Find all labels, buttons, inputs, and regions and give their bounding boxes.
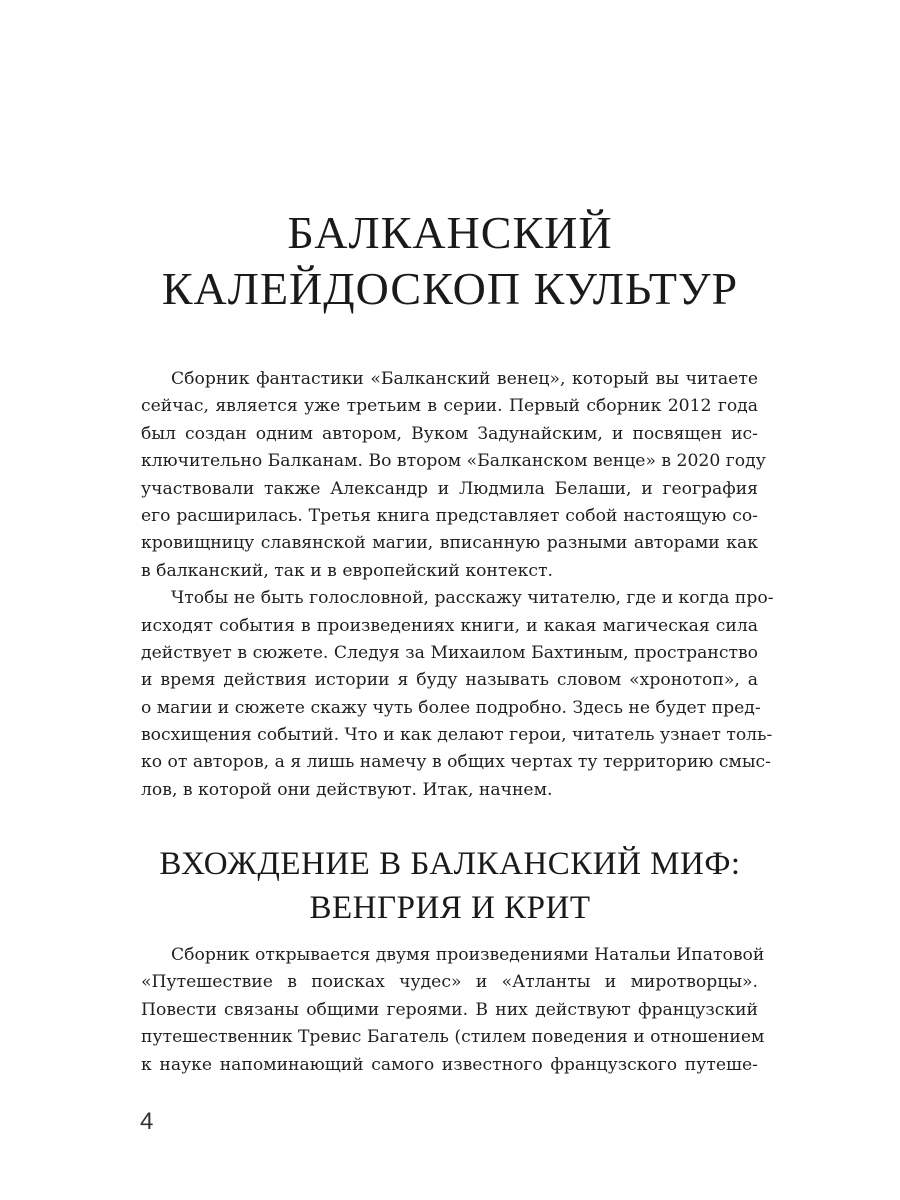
section-text bbox=[141, 942, 765, 1079]
text-line: кровищницу славянской магии, вписанную разными авторами как bbox=[141, 533, 758, 554]
text-line: ключительно Балканам. Во втором «Балканском венце» в 2020 году bbox=[141, 451, 766, 472]
chapter-title bbox=[0, 205, 900, 317]
section-heading-line-2: ВЕНГРИЯ И КРИТ bbox=[309, 890, 591, 926]
text-line: восхищения событий. Что и как делают герои, читатель узнает толь- bbox=[141, 725, 773, 746]
chapter-title-line-2: КАЛЕЙДОСКОП КУЛЬТУР bbox=[161, 263, 739, 314]
text-line: в балканский, так и в европейский контекст. bbox=[141, 560, 553, 581]
text-line: Сборник фантастики «Балканский венец», который вы читаете bbox=[171, 369, 758, 389]
text-line: Сборник открывается двумя произведениями Натальи Ипатовой bbox=[171, 945, 765, 965]
text-line: исходят события в произведениях книги, и какая магическая сила bbox=[141, 615, 758, 636]
text-line: и время действия истории я буду называть словом «хронотоп», а bbox=[141, 670, 758, 691]
intro-text bbox=[141, 366, 774, 804]
section-heading-line-1: ВХОЖДЕНИЕ В БАЛКАНСКИЙ МИФ: bbox=[159, 846, 741, 882]
text-line: его расширилась. Третья книга представляет собой настоящую со- bbox=[141, 505, 758, 526]
text-line: ко от авторов, а я лишь намечу в общих чертах ту территорию смыс- bbox=[141, 752, 771, 773]
text-line: был создан одним автором, Вуком Задунайским, и посвящен ис- bbox=[141, 423, 758, 444]
text-line: лов, в которой они действуют. Итак, начнем. bbox=[141, 779, 553, 800]
page-number: 4 bbox=[140, 1108, 154, 1135]
section-heading bbox=[0, 842, 900, 930]
text-line: о магии и сюжете скажу чуть более подробно. Здесь не будет пред- bbox=[141, 697, 761, 718]
text-line: «Путешествие в поисках чудес» и «Атланты и миротворцы». bbox=[141, 972, 758, 993]
text-line: Повести связаны общими героями. В них действуют французский bbox=[141, 999, 758, 1020]
text-line: действует в сюжете. Следуя за Михаилом Бахтиным, пространство bbox=[141, 642, 758, 663]
text-line: сейчас, является уже третьим в серии. Первый сборник 2012 года bbox=[141, 396, 758, 417]
text-line: к науке напоминающий самого известного французского путеше- bbox=[141, 1054, 758, 1075]
text-line: Чтобы не быть голословной, расскажу читателю, где и когда про- bbox=[171, 588, 774, 609]
text-line: путешественник Тревис Багатель (стилем поведения и отношением bbox=[141, 1027, 765, 1048]
text-line: участвовали также Александр и Людмила Белаши, и география bbox=[141, 478, 758, 499]
chapter-title-line-1: БАЛКАНСКИЙ bbox=[287, 207, 613, 258]
